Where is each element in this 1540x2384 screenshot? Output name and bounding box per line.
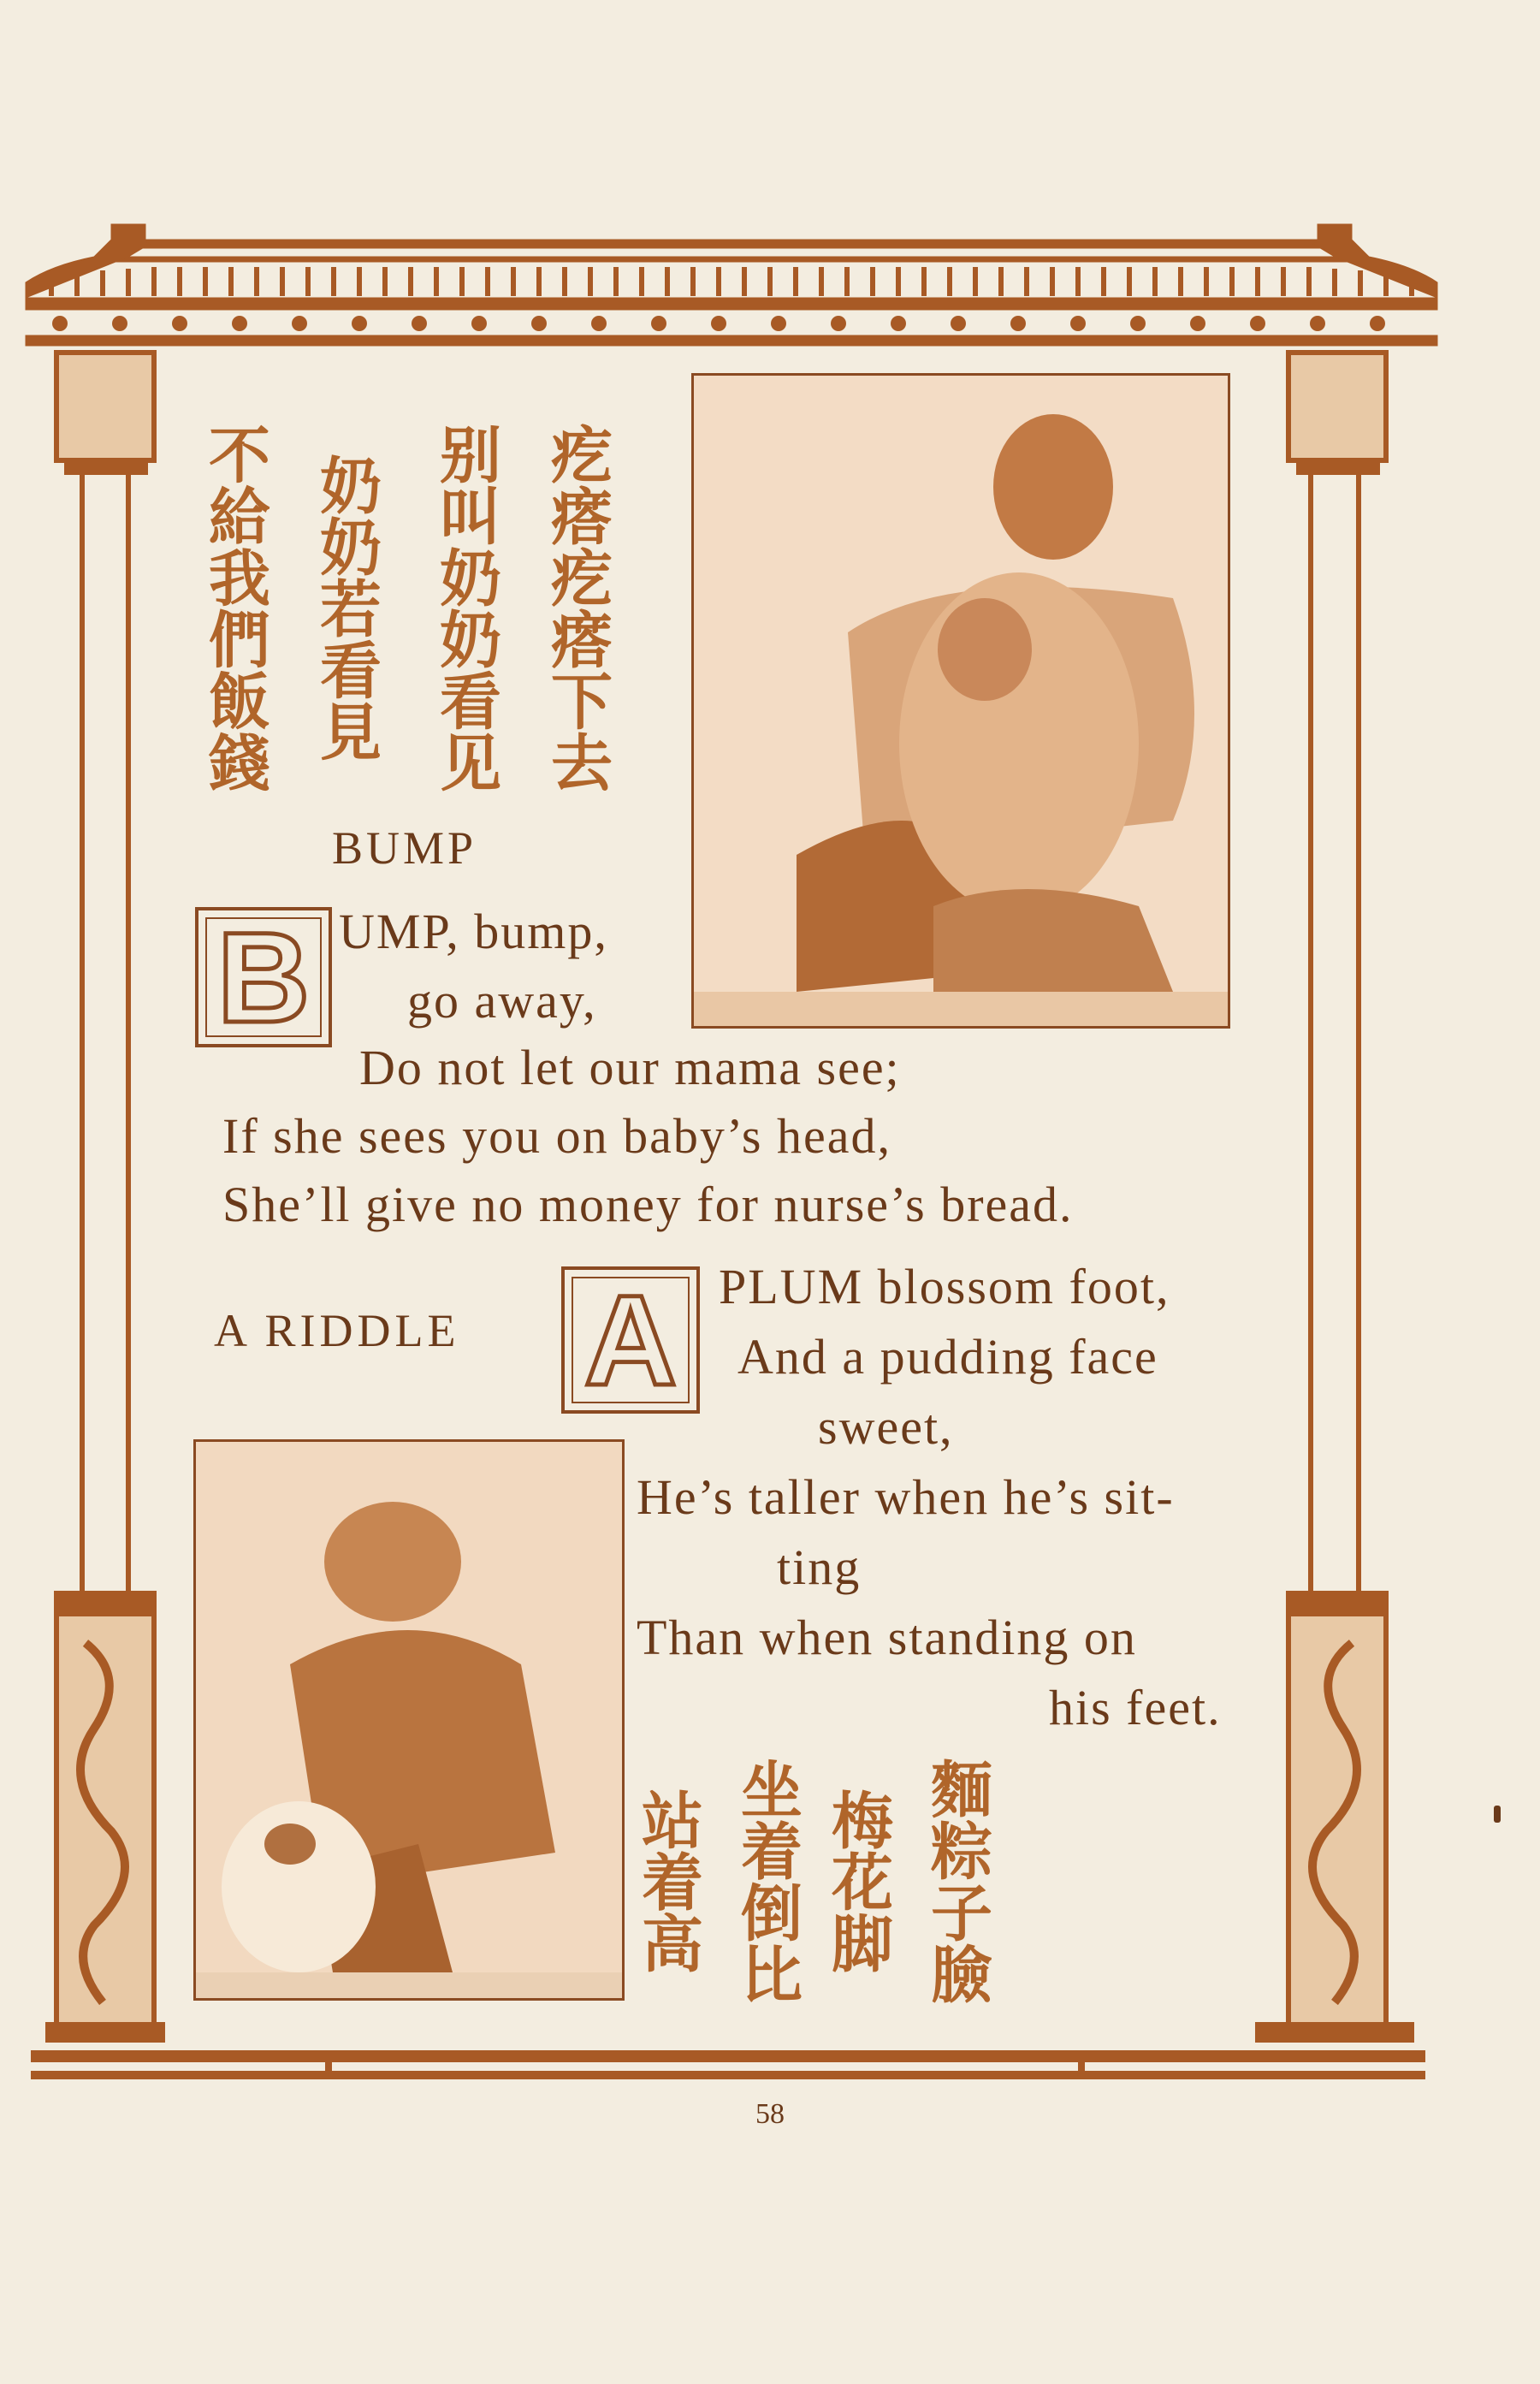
roof-tiles [51,267,1412,296]
cn-column: 麵粽子臉 [921,1758,992,2004]
drop-cap-b [195,904,332,1049]
rhyme-line: He’s taller when he’s sit- [637,1469,1175,1525]
photo-illustration [196,1442,622,1998]
cn-column: 疙瘩疙瘩下去 [541,423,613,792]
base-decoration [31,2050,1425,2079]
cn-column: 站着高 [631,1788,703,1973]
cn-column: 奶奶若看見 [310,454,382,762]
drop-cap-letter: B [205,917,322,1037]
child-with-dog-photo [193,1439,625,2001]
rhyme-line: If she sees you on baby’s head, [222,1108,891,1164]
roof-tile-ends [52,316,1385,331]
rhyme-line: his feet. [1049,1680,1222,1735]
rhyme-line: And a pudding face [737,1329,1158,1385]
rhyme-line: She’ll give no money for nurse’s bread. [222,1177,1074,1232]
right-pillar [1258,353,1412,2040]
rhyme-line: Than when standing on [637,1610,1137,1665]
rhyme-line: Do not let our mama see; [359,1040,901,1095]
rhyme-line: PLUM blossom foot, [719,1259,1170,1314]
rhyme-line: ting [777,1539,862,1595]
rhyme-title-riddle: A RIDDLE [214,1305,460,1356]
rhyme-line: UMP, bump, [339,904,608,959]
rhyme-title-bump: BUMP [332,822,477,874]
left-pillar [48,353,163,2040]
rhyme-line: go away, [407,973,597,1029]
rhyme-line: sweet, [818,1399,954,1455]
photo-illustration [694,376,1228,1026]
nurse-with-child-photo [691,373,1230,1029]
drop-cap-a [561,1266,700,1414]
page-number: 58 [755,2098,785,2130]
cn-column: 不給我們飯錢 [198,423,270,792]
ink-mark [1494,1806,1501,1823]
cn-column: 梅花脚 [821,1788,893,1973]
drop-cap-letter: A [572,1277,690,1403]
cn-column: 别叫奶奶看见 [429,423,501,792]
cn-column: 坐着倒比 [731,1758,803,2004]
